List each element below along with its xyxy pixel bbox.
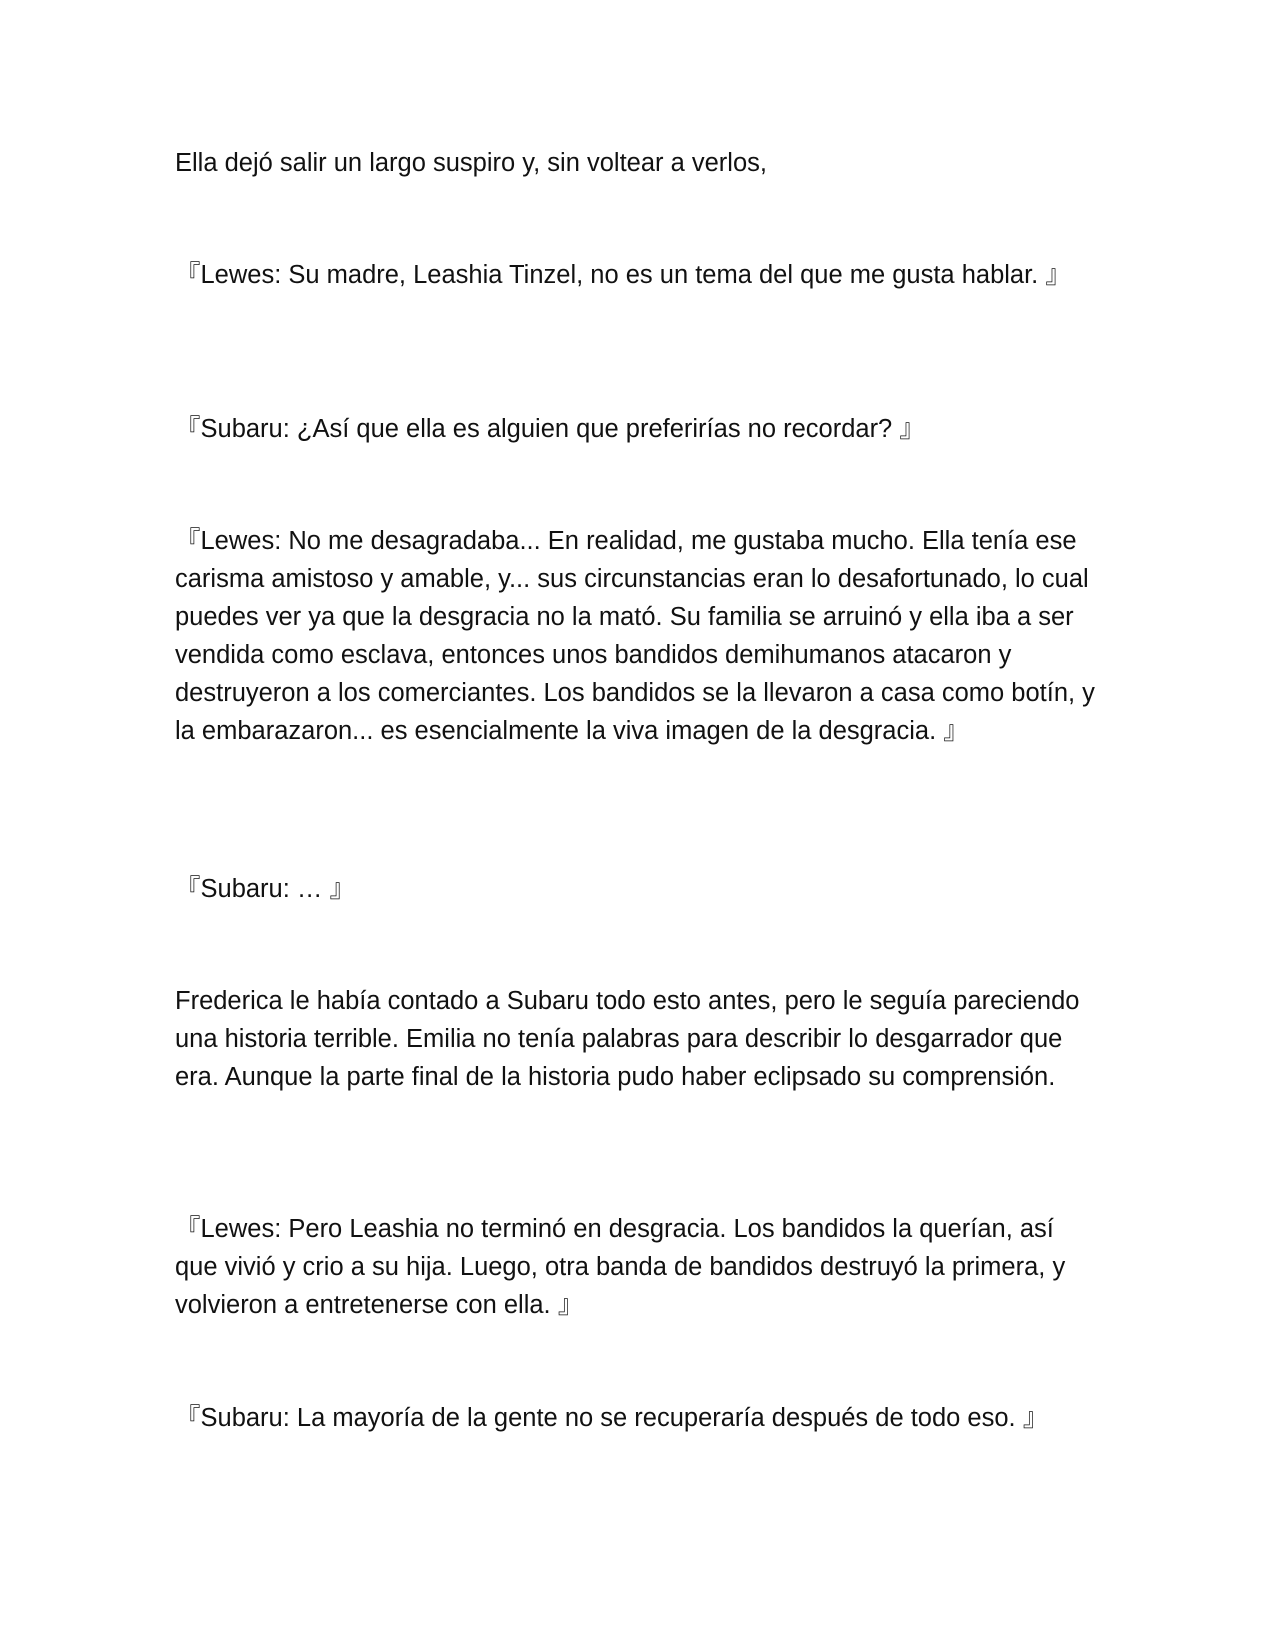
dialogue-paragraph-subaru: 『Subaru: La mayoría de la gente no se recuperaría después de todo eso. 』 xyxy=(175,1404,1049,1432)
dialogue-paragraph-lewes: 『Lewes: Pero Leashia no terminó en desgracia. Los bandidos la querían, así que vivió y crio a su hija. Luego, otra banda de bandidos destruyó la primera, y volvieron a entretenerse con ella. 』 xyxy=(175,1215,1066,1319)
dialogue-paragraph-lewes: 『Lewes: Su madre, Leashia Tinzel, no es un tema del que me gusta hablar. 』 xyxy=(175,261,1071,289)
narration-paragraph: Ella dejó salir un largo suspiro y, sin voltear a verlos, xyxy=(175,149,767,177)
narration-paragraph: Frederica le había contado a Subaru todo esto antes, pero le seguía pareciendo una historia terrible. Emilia no tenía palabras para describir lo desgarrador que era. Aunque la parte final de la historia pudo haber eclipsado su comprensión. xyxy=(175,987,1080,1091)
dialogue-paragraph-lewes: 『Lewes: No me desagradaba... En realidad, me gustaba mucho. Ella tenía ese carisma amistoso y amable, y... sus circunstancias eran lo desafortunado, lo cual puedes ver ya que la desgracia no la mató. Su familia se arruinó y ella iba a ser vendida como esclava, entonces unos bandidos demihumanos atacaron y destruyeron a los comerciantes. Los bandidos se la llevaron a casa como botín, y la embarazaron... es esencialmente la viva imagen de la desgracia. 』 xyxy=(175,527,1095,745)
dialogue-paragraph-subaru: 『Subaru: … 』 xyxy=(175,875,355,903)
dialogue-paragraph-subaru: 『Subaru: ¿Así que ella es alguien que preferirías no recordar? 』 xyxy=(175,415,925,443)
